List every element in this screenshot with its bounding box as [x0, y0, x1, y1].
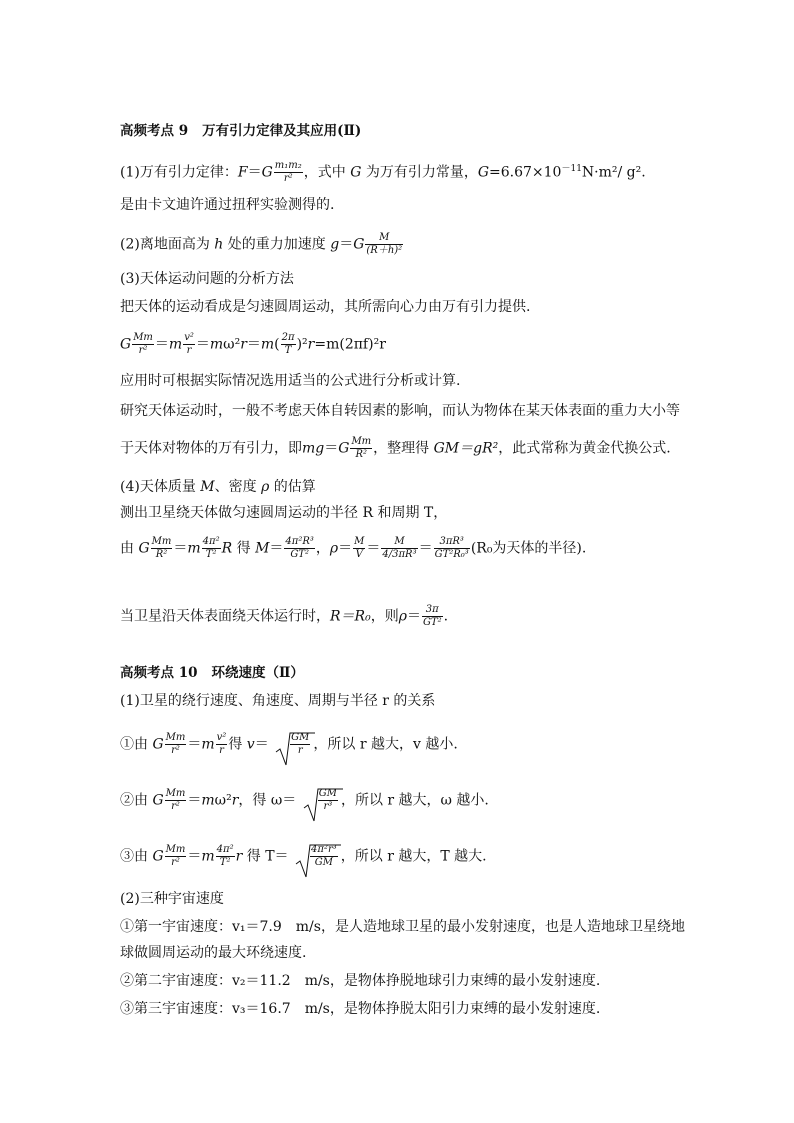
- golden-text-2: ，整理得: [373, 440, 430, 457]
- usage-text: 应用时可根据实际情况选用适当的公式进行分析或计算.: [120, 373, 461, 389]
- formula-fraction: $\frac{M}{V}$: [354, 536, 365, 560]
- mass-text: 由: [120, 540, 134, 557]
- law-text-2: 为万有引力常量，: [365, 164, 478, 181]
- law-text: ，式中: [303, 164, 346, 181]
- formula-fraction: $\frac{M}{\text{(R＋h)²}}$: [366, 232, 403, 256]
- formula-fraction: $\frac{2\pi}{T}$: [281, 332, 295, 356]
- q1-text: ①由: [120, 736, 148, 753]
- golden-formula: GM＝gR²: [433, 440, 499, 457]
- formula-fraction: $\frac{Mm}{\text{r²}}$: [165, 732, 186, 756]
- formula-fraction: $\frac{M}{\text{4/3πR³}}$: [382, 536, 417, 560]
- formula-fraction: $\frac{\text{4π²}}{\text{T²}}$: [202, 536, 220, 560]
- section-10-number: 高频考点 10: [120, 665, 198, 681]
- formula-fraction: $\frac{3\pi}{\text{GT²}}$: [422, 604, 442, 628]
- estimate-text: (4)天体质量: [120, 479, 196, 495]
- method-text: 把天体的运动看成是匀速圆周运动，其所需向心力由万有引力提供.: [120, 299, 531, 315]
- mass-density-line: 由 G $\frac{Mm}{\text{R²}}$ ＝m $\frac{\text{4π²}}{\text{T²}}$ R 得 M＝ $\frac{\text{4π²R³}}{\text{GT²}}$ ，ρ＝ $\frac{M}{V}$ ＝ $\frac{M}{\text{4/3πR³}}$ ＝ $\frac{\text{3πR³}}{\text{GT²R₀³}}$ (R₀为天体的半径).: [120, 536, 587, 560]
- estimate-text-2: 、密度: [214, 479, 257, 495]
- second-cosmic-velocity: ②第二宇宙速度：v₂＝11.2 m/s，是物体挣脱地球引力束缚的最小发射速度.: [120, 973, 601, 989]
- golden-formula-line: 于天体对物体的万有引力，即mg＝G $\frac{Mm}{\text{R²}}$ ，整理得 GM＝gR²，此式常称为黄金代换公式.: [120, 436, 671, 460]
- law-constant: =6.67×10: [489, 164, 562, 181]
- mass-text-2: 得: [236, 540, 251, 557]
- formula-fraction: $\frac{Mm}{\text{r²}}$: [133, 332, 153, 356]
- sqrt-icon: $\frac{GM}{\text{r³}}$: [303, 788, 339, 813]
- sqrt-icon: $\frac{\text{4π²r³}}{GM}$: [295, 844, 339, 869]
- method-title: (3)天体运动问题的分析方法: [120, 271, 294, 287]
- relation-title: (1)卫星的绕行速度、角速度、周期与半径 r 的关系: [120, 693, 436, 709]
- formula-fraction: $\frac{Mm}{\text{R²}}$: [351, 436, 372, 460]
- section-9-number: 高频考点 9: [120, 123, 189, 139]
- gravitation-law-line: (1)万有引力定律：F＝G $\frac{\text{m₁m₂}}{\text{r²}}$ ，式中 G 为万有引力常量，$G=6.67\times 10^{-11}N\cdot m^2/$ g².: [120, 160, 646, 185]
- q3-text-3: ，所以 r 越大，T 越大.: [340, 848, 487, 865]
- angular-relation-line: ②由 G $\frac{Mm}{\text{r²}}$ ＝mω²r，得 ω＝ $\frac{GM}{\text{r³}}$ ，所以 r 越大，ω 越小.: [120, 788, 489, 813]
- q2-text-2: ，得 ω＝: [238, 792, 297, 809]
- formula-fraction: $\frac{\text{4π²R³}}{\text{GT²}}$: [285, 536, 314, 560]
- formula-fraction: $\frac{Mm}{\text{r²}}$: [165, 788, 186, 812]
- formula-fraction: $\frac{\text{m₁m₂}}{\text{r²}}$: [274, 160, 302, 185]
- formula-fraction: $\frac{\text{3πR³}}{\text{GT²R₀³}}$: [434, 536, 469, 560]
- gravity-acceleration-line: (2)离地面高为 h 处的重力加速度 g＝G $\frac{M}{\text{(R＋h)²}}$: [120, 232, 403, 256]
- q3-text-2: 得 T＝: [246, 848, 289, 865]
- q1-text-2: 得: [228, 736, 243, 753]
- formula-fraction: $\frac{Mm}{\text{R²}}$: [151, 536, 172, 560]
- study-text: 研究天体运动时，一般不考虑天体自转因素的影响，而认为物体在某天体表面的重力大小等: [120, 403, 680, 419]
- formula-fraction: $\frac{\text{v²}}{r}$: [216, 732, 227, 756]
- motion-formula-tail: =m(2πf)²r: [314, 336, 386, 353]
- law-unit: N·m²/ g².: [581, 164, 646, 181]
- cavendish-line: 是由卡文迪许通过扭秤实验测得的.: [120, 197, 335, 213]
- surface-line: 当卫星沿天体表面绕天体运行时，R＝R₀，则ρ＝ $\frac{3\pi}{\text{GT²}}$ .: [120, 604, 449, 628]
- section-10-title: 环绕速度（Ⅱ）: [211, 665, 304, 681]
- cosmic-velocity-title: (2)三种宇宙速度: [120, 891, 224, 907]
- q3-text: ③由: [120, 848, 148, 865]
- estimate-text-3: 的估算: [273, 479, 316, 495]
- sqrt-icon: $\frac{GM}{r}$: [275, 732, 311, 757]
- third-cosmic-velocity: ③第三宇宙速度：v₃＝16.7 m/s，是物体挣脱太阳引力束缚的最小发射速度.: [120, 1001, 601, 1017]
- formula-fraction: $\frac{Mm}{\text{r²}}$: [165, 844, 186, 868]
- estimate-title: (4)天体质量 M、密度 ρ 的估算: [120, 479, 316, 495]
- golden-text-3: ，此式常称为黄金代换公式.: [498, 440, 671, 457]
- surface-text: 当卫星沿天体表面绕天体运行时，: [120, 608, 330, 625]
- formula-fraction: $\frac{\text{v²}}{r}$: [184, 332, 194, 356]
- section-9-heading: [120, 122, 361, 140]
- formula-fraction: $\frac{\text{4π²}}{\text{T²}}$: [216, 844, 234, 868]
- first-cosmic-velocity-cont: 球做圆周运动的最大环绕速度.: [120, 945, 307, 961]
- motion-formula-line: G $\frac{Mm}{\text{r²}}$ ＝m $\frac{\text{v²}}{r}$ ＝mω²r＝m( $\frac{2\pi}{T}$ )²r=m(2πf)²r: [120, 332, 386, 356]
- section-9-title: 万有引力定律及其应用(Ⅱ): [202, 123, 362, 139]
- law-label: (1)万有引力定律：: [120, 164, 238, 181]
- golden-text: 于天体对物体的万有引力，即: [120, 440, 302, 457]
- surface-text-2: ，则: [370, 608, 399, 625]
- estimate-text-line: 测出卫星绕天体做匀速圆周运动的半径 R 和周期 T，: [120, 505, 448, 521]
- q1-text-3: ，所以 r 越大，v 越小.: [313, 736, 458, 753]
- velocity-relation-line: ①由 G $\frac{Mm}{\text{r²}}$ ＝m $\frac{\text{v²}}{r}$ 得 v＝ $\frac{GM}{r}$ ，所以 r 越大，v 越小.: [120, 732, 458, 757]
- first-cosmic-velocity: ①第一宇宙速度：v₁＝7.9 m/s，是人造地球卫星的最小发射速度，也是人造地球卫星绕地: [120, 919, 685, 935]
- section-10-heading: [120, 664, 304, 682]
- period-relation-line: ③由 G $\frac{Mm}{\text{r²}}$ ＝m $\frac{\text{4π²}}{\text{T²}}$ r 得 T＝ $\frac{\text{4π²r³}}{GM}$ ，所以 r 越大，T 越大.: [120, 844, 487, 869]
- p2-text: (2)离地面高为: [120, 236, 210, 253]
- mass-note: (R₀为天体的半径).: [470, 540, 587, 557]
- q2-text: ②由: [120, 792, 148, 809]
- surface-eq: R＝R₀: [330, 608, 371, 625]
- q2-text-3: ，所以 r 越大，ω 越小.: [340, 792, 489, 809]
- law-exponent: －11: [561, 164, 582, 174]
- p2-text-2: 处的重力加速度: [227, 236, 326, 253]
